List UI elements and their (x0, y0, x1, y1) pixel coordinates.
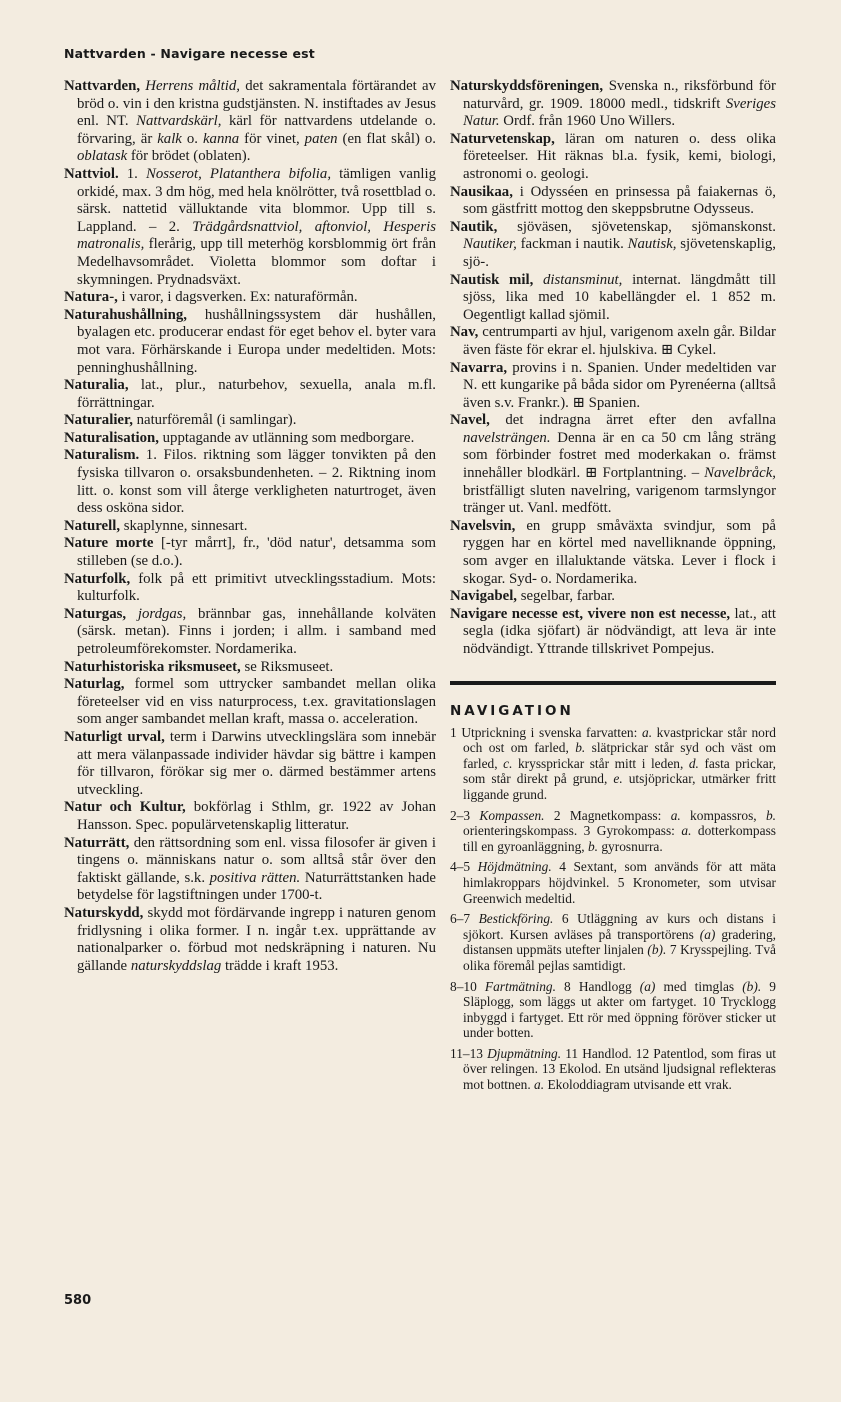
caption-text: 4 Sextant, som används för att mäta himlakroppars höjdvinkel. 5 Kronometer, som utvisar Greenwich medeltid. (463, 859, 776, 906)
caption-text: 8 Handlogg (555, 978, 640, 994)
entry-text: i varor, i dagsverken. Ex: naturaförmån. (117, 289, 358, 306)
entry-headword: Navelsvin, (450, 517, 516, 534)
entry-headword: Naturskydd, (64, 904, 144, 921)
entry-text: skydd mot fördärvande ingrepp i naturen genom fridlysning i olika former. I n. ingår t.ex. upprättande av nationalparker o. förbud mot nedskräpning i naturen. Nu gällande (77, 904, 436, 974)
caption-text: 2–3 (450, 807, 480, 823)
caption-text: Fartmätning. (484, 978, 556, 994)
navigation-caption (450, 1046, 776, 1093)
caption-text: (b). (647, 942, 667, 958)
caption-text: 1 Utprickning i svenska farvatten: (450, 724, 642, 740)
dictionary-entry (450, 131, 776, 184)
entry-headword: Nattviol. (64, 165, 119, 182)
entry-text: skaplynne, sinnesart. (120, 517, 248, 534)
dictionary-entry (64, 289, 436, 307)
entry-headword: Navarra, (450, 359, 508, 376)
caption-text: b. (765, 807, 777, 823)
entry-text: i Odysséen en prinsessa på faiakernas ö, som gästfritt mottog den skeppsbrutne Odysseus. (463, 183, 776, 218)
entry-text: paten (304, 130, 338, 147)
entry-headword: Naturalier, (64, 412, 133, 429)
entry-headword: Naturlag, (64, 676, 125, 693)
entry-headword: Naturrätt, (64, 834, 130, 851)
caption-text: Kompassen. (479, 807, 545, 823)
entry-headword: Nausikaa, (450, 183, 513, 200)
caption-text: a. (534, 1077, 545, 1093)
dictionary-entry (450, 184, 776, 219)
navigation-caption (450, 725, 776, 803)
dictionary-entry (64, 518, 436, 536)
entry-text: distansminut, (543, 271, 623, 288)
entry-text: internat. längdmått till sjöss, lika med 10 kabellängder el. 1 852 m. Oegentligt kallad sjömil. (463, 271, 776, 323)
entry-text: kanna (202, 130, 240, 147)
caption-text: a. (681, 823, 692, 839)
entry-headword: Naturhistoriska riksmuseet, (64, 658, 241, 675)
caption-text: 9 Släplogg, som läggs ut akter om fartyget. 10 Trycklogg inbyggd i fartyget. Ett rör med öppning föröver sticker ut under botten. (463, 978, 776, 1041)
entry-text: 1. (118, 165, 146, 182)
entry-text: jordgas, (137, 605, 187, 622)
entry-text: fackman i nautik. (516, 236, 628, 253)
dictionary-entry (64, 676, 436, 729)
dictionary-entry (450, 360, 776, 413)
caption-text: a. (670, 807, 681, 823)
entry-text: Nautiker, (463, 236, 517, 253)
entry-text: sjövetenskaplig, sjö-. (463, 236, 777, 270)
entry-text: lat., att segla (idka sjöfart) är nödvändigt, att leva är inte nödvändigt. Yttrande tillskrivet Pompejus. (463, 605, 776, 657)
caption-text: 6 Utläggning av kurs och distans i sjökort. Kursen avläses på transportörens (463, 911, 776, 942)
caption-text: Höjdmätning. (477, 859, 552, 875)
entry-headword: Naturahushållning, (64, 306, 187, 323)
running-head: Nattvarden - Navigare necesse est (64, 46, 315, 61)
caption-text: kryssprickar står mitt i leden, (512, 755, 689, 771)
dictionary-entry (450, 518, 776, 588)
entry-headword: Natura-, (64, 289, 118, 306)
navigation-caption (450, 911, 776, 973)
caption-text: Bestickföring. (478, 911, 554, 927)
navigation-section-title: NAVIGATION (450, 702, 574, 719)
dictionary-entry (64, 166, 436, 289)
entry-text: hushållningssystem där hushållen, byalagen etc. producerar endast för eget behov el. byter vara mot vara. Förhärskande i Europa under medeltiden. Mots: penninghushållning. (77, 306, 436, 376)
entry-text: Svenska n., riksförbund för naturvård, gr. 1909. 18000 medl., tidskrift (463, 78, 776, 112)
dictionary-entry (450, 324, 776, 359)
dictionary-entry (64, 571, 436, 606)
dictionary-entry (64, 430, 436, 448)
navigation-caption (450, 979, 776, 1041)
dictionary-entry (450, 588, 776, 606)
entry-text: Sveriges Natur. (463, 95, 776, 130)
dictionary-entry (64, 659, 436, 677)
caption-text: Djupmätning. (487, 1045, 562, 1061)
entry-text: (en flat skål) o. (337, 130, 436, 147)
entry-headword: Naturalism. (64, 447, 140, 464)
caption-text: 7 Krysspejling. Två olika föremål pejlas samtidigt. (463, 942, 776, 973)
entry-text: lat., plur., naturbehov, sexuella, anala m.fl. förrättningar. (77, 377, 436, 411)
entry-headword: Naturfolk, (64, 570, 131, 587)
dictionary-entry (64, 377, 436, 412)
section-divider (450, 681, 776, 685)
entry-text: den rättsordning som enl. vissa filosofer är given i tingens o. människans natur o. som alltså står över den faktiskt gällande, s.k. (77, 834, 436, 886)
entry-headword: Natur och Kultur, (64, 799, 186, 816)
caption-text: dotterkompass till en gyroanläggning, (463, 823, 776, 854)
caption-text: kompassros, (680, 807, 766, 823)
entry-text: provins i n. Spanien. Under medeltiden var N. ett kungarike på båda sidor om Pyrenéerna (alltså även s.v. Frankr.). ⊞ Spanien. (463, 359, 776, 411)
entry-text: Naturrättstanken hade betydelse för lagstiftningen under 1700-t. (77, 869, 436, 904)
dictionary-entry (64, 412, 436, 430)
entry-text: Nosserot, Platanthera bifolia, (146, 165, 332, 182)
entry-text: kalk (157, 130, 182, 147)
dictionary-entry (64, 835, 436, 905)
entry-headword: Nature morte (64, 535, 154, 552)
entry-text: Denna är en ca 50 cm lång sträng som förbinder fostret med moderkakan o. främst innehåller blodkärl. ⊞ Fortplantning. – (463, 429, 776, 482)
caption-text: slätprickar står syd och väst om farled, (463, 740, 776, 771)
dictionary-entry (450, 219, 776, 272)
entry-text: formel som uttrycker sambandet mellan olika företeelser vid en viss naturprocess, t.ex. gravitationslagen som anger sambandet mellan kraft, massa o. acceleration. (77, 676, 436, 728)
entry-text: [-tyr mårrt], fr., 'död natur', detsamma som stilleben (se d.o.). (77, 535, 436, 570)
entry-headword: Nautisk mil, (450, 271, 534, 288)
caption-text: c. (503, 755, 513, 771)
navigation-list (450, 725, 776, 1093)
caption-text: gyrosnurra. (598, 838, 663, 854)
caption-text: orienteringskompass. 3 Gyrokompass: (463, 823, 682, 839)
entry-text: Navelbråck, (704, 465, 776, 482)
entry-text: trädde i kraft 1953. (221, 957, 339, 974)
entry-text: naturskyddslag (130, 957, 222, 974)
entry-text: det sakramentala förtärandet av bröd o. vin i den kristna gudstjänsten. N. instiftades av Jesus enl. NT. (77, 78, 436, 130)
entry-headword: Navel, (450, 412, 490, 429)
entry-headword: Naturligt urval, (64, 728, 165, 745)
page-number: 580 (64, 1293, 92, 1308)
caption-text: utsjöprickar, utmärker fritt liggande grund. (463, 771, 776, 802)
dictionary-entry (64, 799, 436, 834)
entry-text: tämligen vanlig orkidé, max. 3 dm hög, med hela knölrötter, två rosettblad o. särsk. nattetid välluktande vita blommor. Upp till s. Lappland. – 2. (77, 165, 436, 235)
caption-text: gradering, distansen uppmäts utefter linjalen (463, 926, 776, 958)
caption-text: Ekoloddiagram utvisande ett vrak. (544, 1077, 732, 1093)
dictionary-entry (450, 606, 776, 659)
entry-headword: Naturalisation, (64, 429, 159, 446)
entry-text: folk på ett primitivt utvecklingsstadium. Mots: kulturfolk. (77, 570, 436, 605)
entry-text: 1. Filos. riktning som lägger tonvikten på den fysiska tillvaron o. orsaksbundenheten. – 2. Riktning inom litt. o. konst som vill återge verkligheten naturtroget, även dess osköna sidor. (77, 447, 436, 517)
left-column (64, 78, 436, 975)
dictionary-entry (64, 307, 436, 377)
entry-text: det indragna ärret efter den avfallna (489, 412, 776, 429)
entry-headword: Nautik, (450, 218, 498, 235)
entry-text: centrumparti av hjul, varigenom axeln går. Bildar även fäste för ekrar el. hjulskiva. ⊞ Cykel. (463, 324, 776, 358)
caption-text: 11 Handlod. 12 Patentlod, som firas ut över relingen. 13 Ekolod. En utsänd ljudsignal reflekteras mot bottnen. (463, 1045, 776, 1093)
entry-headword: Naturgas, (64, 605, 127, 622)
entry-text: upptagande av utlänning som medborgare. (158, 429, 415, 446)
entry-text (126, 606, 138, 622)
entry-text: kärl för nattvardens utdelande o. förvaring, är (77, 113, 437, 147)
caption-text: 6–7 (450, 911, 479, 927)
entry-text: se Riksmuseet. (240, 658, 334, 675)
entry-text: bokförlag i Sthlm, gr. 1922 av Johan Hansson. Spec. populärvetenskaplig litteratur. (77, 799, 436, 833)
entry-text: sjöväsen, sjövetenskap, sjömanskonst. (497, 218, 776, 235)
caption-text: b. (575, 740, 586, 756)
entry-headword: Naturvetenskap, (450, 130, 555, 147)
caption-text: (a) (699, 926, 716, 942)
entry-text: flerårig, upp till meterhög korsblommig ört från Medelhavsområdet. Violetta blommor som doftar i skymningen. Prydnadsväxt. (77, 236, 436, 288)
entry-text: oblatask (77, 148, 128, 165)
right-column (450, 78, 776, 1098)
caption-text: (a) (639, 978, 656, 994)
caption-text: e. (613, 771, 623, 787)
caption-text: a. (642, 724, 653, 740)
entry-headword: Navigare necesse est, vivere non est necesse, (450, 605, 731, 622)
entry-headword: Naturskyddsföreningen, (450, 78, 604, 94)
right-column-entries (450, 78, 776, 659)
caption-text: d. (688, 755, 699, 771)
entry-text: segelbar, farbar. (517, 588, 616, 605)
entry-text: naturföremål (i samlingar). (132, 412, 297, 429)
dictionary-entry (450, 78, 776, 131)
dictionary-entry (64, 447, 436, 517)
dictionary-entry (450, 412, 776, 518)
entry-headword: Nav, (450, 324, 479, 341)
entry-text: bristfälligt sluten navelring, varigenom tarmslyngor tränger ut. Vanl. medfött. (463, 482, 776, 517)
caption-text: 8–10 (450, 978, 485, 994)
entry-text: för vinet, (239, 130, 305, 147)
dictionary-entry (64, 905, 436, 975)
caption-text: med timglas (655, 978, 743, 994)
dictionary-entry (64, 78, 436, 166)
entry-text: Nattvardskärl, (136, 113, 222, 130)
entry-text: o. (181, 130, 203, 147)
entry-headword: Nattvarden, (64, 78, 141, 94)
entry-text: läran om naturen o. dess olika företeelser. Hit räknas bl.a. fysik, kemi, biologi, astronomi o. geologi. (463, 130, 776, 182)
caption-text: fasta prickar, som står direkt på grund, (463, 755, 776, 787)
entry-headword: Navigabel, (450, 588, 517, 605)
navigation-caption (450, 808, 776, 855)
entry-text (533, 272, 543, 288)
navigation-caption (450, 859, 776, 906)
dictionary-entry (64, 606, 436, 659)
entry-text: brännbar gas, innehållande kolväten (särsk. metan). Finns i jorden; i allm. i samband med petroleumförekomster. Nordamerika. (77, 605, 436, 657)
caption-text: (b). (742, 978, 762, 994)
entry-text: Herrens måltid, (145, 78, 240, 94)
caption-text: kvastprickar står nord och ost om farled, (463, 724, 777, 756)
entry-text: positiva rätten. (209, 869, 301, 886)
entry-text: term i Darwins utvecklingslära som innebär att mera välanpassade individer hävdar sig bättre i kampen för tillvaron, förökar sig mer o. därmed bestämmer artens utveckling. (77, 728, 436, 798)
caption-text: b. (587, 838, 599, 854)
dictionary-entry (450, 272, 776, 325)
caption-text: 4–5 (450, 859, 478, 875)
caption-text: 11–13 (450, 1045, 488, 1061)
entry-text: Trädgårdsnattviol, aftonviol, Hesperis matronalis, (77, 218, 436, 253)
caption-text: 2 Magnetkompass: (544, 807, 671, 823)
dictionary-entry (64, 535, 436, 570)
entry-text: Nautisk, (627, 236, 677, 253)
entry-text: Ordf. från 1960 Uno Willers. (499, 113, 676, 130)
entry-text: för brödet (oblaten). (127, 148, 251, 165)
entry-text: en grupp småväxta svindjur, som på ryggen har en körtel med navelliknande öppning, som avger en illaluktande vätska. Lever i flock i skogar. Syd- o. Nordamerika. (463, 517, 776, 587)
entry-headword: Naturalia, (64, 377, 129, 394)
dictionary-entry (64, 729, 436, 799)
entry-text: navelsträngen. (463, 429, 551, 446)
entry-headword: Naturell, (64, 517, 121, 534)
